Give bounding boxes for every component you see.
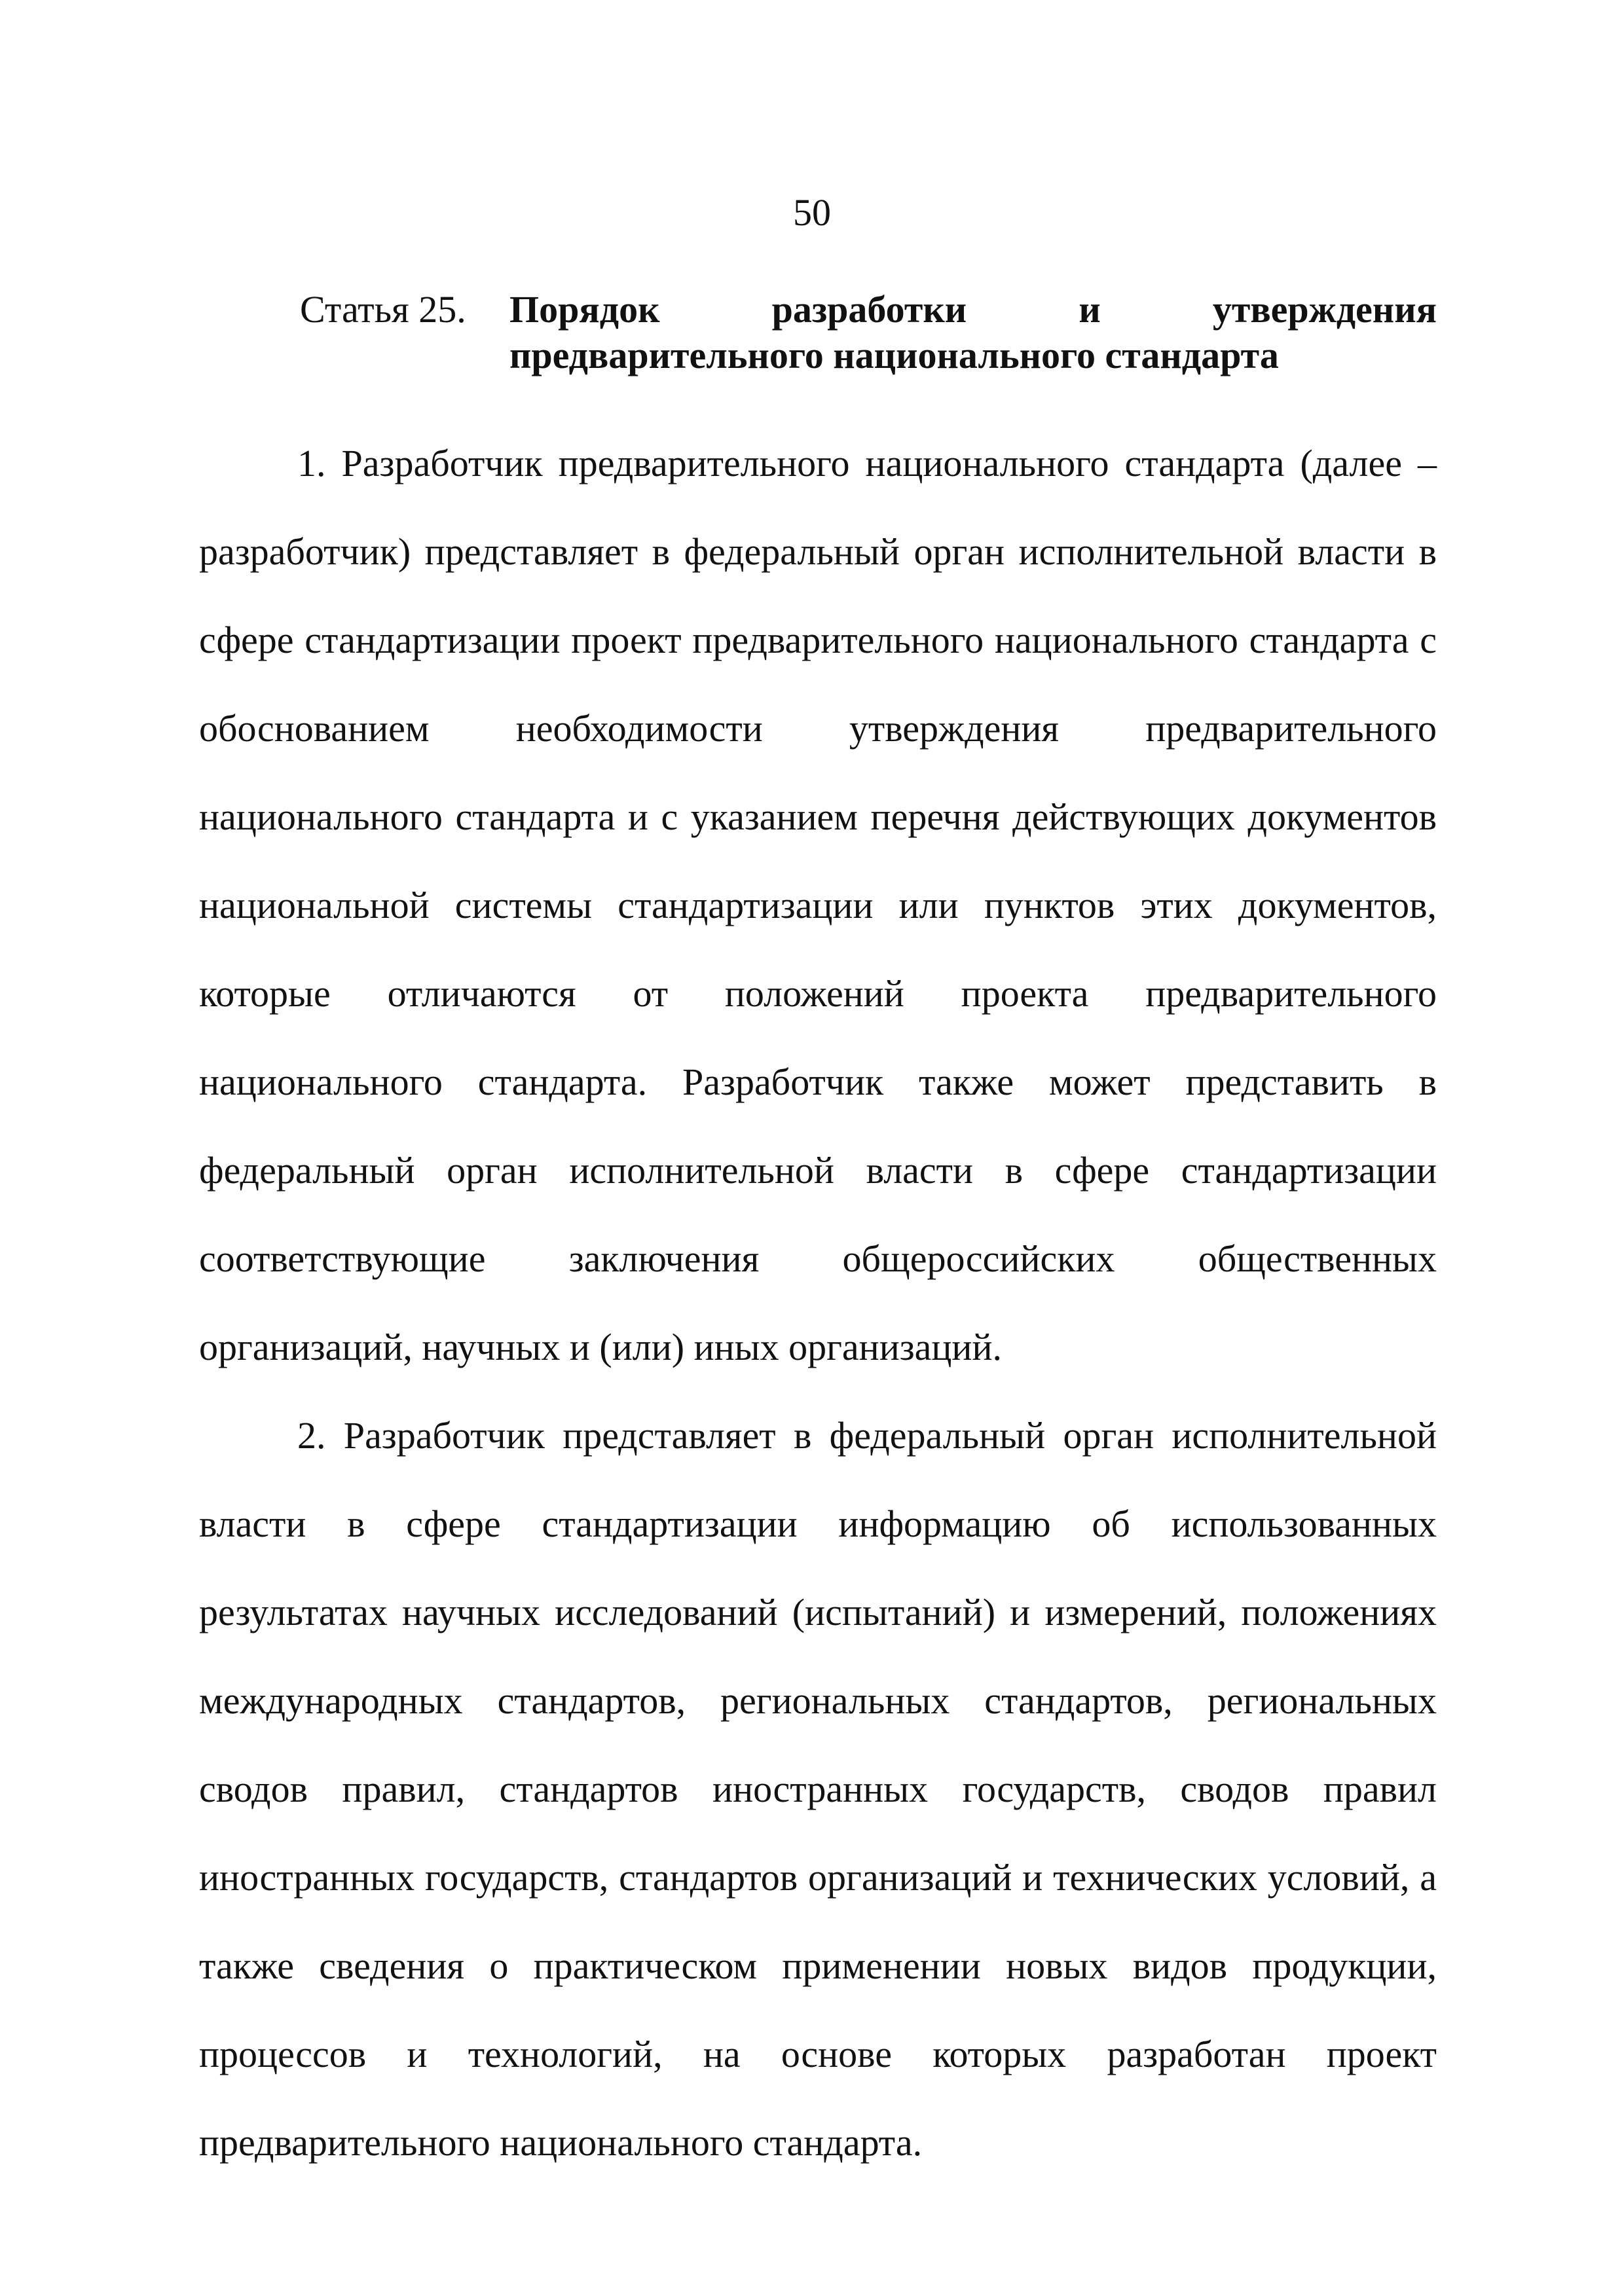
article-title-line-2: предварительного национального стандарта — [509, 334, 1279, 376]
paragraph-1: 1. Разработчик предварительного национального стандарта (далее – разработчик) представляет в федеральный орган исполнительной власти в сфере стандартизации проект предварительного национального стандарта с обоснованием необходимости утверждения предварительного национального стандарта и с указанием перечня действующих документов национальной системы стандартизации или пунктов этих документов, которые отличаются от положений проекта предварительного национального стандарта. Разработчик также может представить в федеральный орган исполнительной власти в сфере стандартизации соответствующие заключения общероссийских общественных организаций, научных и (или) иных организаций. — [199, 442, 1437, 1368]
paragraph-2: 2. Разработчик представляет в федеральный орган исполнительной власти в сфере стандартизации информацию об использованных результатах научных исследований (испытаний) и измерений, положениях международных стандартов, региональных стандартов, региональных сводов правил, стандартов иностранных государств, сводов правил иностранных государств, стандартов организаций и технических условий, а также сведения о практическом применении новых видов продукции, процессов и технологий, на основе которых разработан проект предварительного национального стандарта. — [199, 1414, 1437, 2164]
article-title-line-1: Порядок разработки и утверждения — [509, 288, 1437, 331]
article-title — [509, 287, 1437, 378]
article-number: Статья 25. — [300, 288, 466, 331]
article-body — [199, 419, 1437, 2187]
page-number: 50 — [793, 191, 831, 234]
